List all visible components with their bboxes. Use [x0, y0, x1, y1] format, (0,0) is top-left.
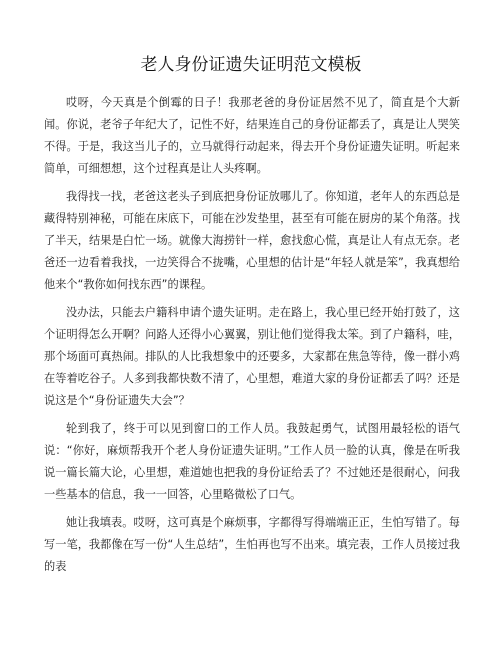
document-body: [44, 92, 460, 584]
paragraph: 轮到我了，终于可以见到窗口的工作人员。我鼓起勇气，试图用最轻松的语气说：“你好，麻烦帮我开个老人身份证遗失证明。”工作人员一脸的认真，像是在听我说一篇长篇大论，心里想，难道她也把我的身份证给丢了？不过她还是很耐心，问我一些基本的信息，我一一回答，心里略微松了口气。: [44, 422, 460, 501]
paragraph: 哎呀，今天真是个倒霉的日子！我那老爸的身份证居然不见了，简直是个大新闻。你说，老爷子年纪大了，记性不好，结果连自己的身份证都丢了，真是让人哭笑不得。于是，我这当儿子的，立马就得行动起来，得去开个身份证遗失证明。听起来简单，可细想想，这个过程真是让人头疼啊。: [44, 96, 460, 175]
document-title: 老人身份证遗失证明范文模板: [140, 55, 362, 75]
paragraph: 没办法，只能去户籍科申请个遗失证明。走在路上，我心里已经开始打鼓了，这个证明得怎么开啊？问路人还得小心翼翼，别让他们觉得我太笨。到了户籍科，哇，那个场面可真热闹。排队的人比我想象中的还要多，大家都在焦急等待，像一群小鸡在等着吃谷子。人多到我都快数不清了，心里想，难道大家的身份证都丢了吗？还是说这是个“身份证遗失大会”？: [44, 306, 460, 407]
paragraph: 我得找一找，老爸这老头子到底把身份证放哪儿了。你知道，老年人的东西总是藏得特别神秘，可能在床底下，可能在沙发垫里，甚至有可能在厨房的某个角落。找了半天，结果是白忙一场。就像大海捞针一样，愈找愈心慌，真是让人有点无奈。老爸还一边看着我找，一边笑得合不拢嘴，心里想的估计是“年轻人就是笨”，我真想给他来个“教你如何找东西”的课程。: [44, 190, 460, 291]
paragraph: 她让我填表。哎呀，这可真是个麻烦事，字都得写得端端正正，生怕写错了。每写一笔，我都像在写一份“人生总结”，生怕再也写不出来。填完表，工作人员接过我的表: [44, 516, 460, 573]
